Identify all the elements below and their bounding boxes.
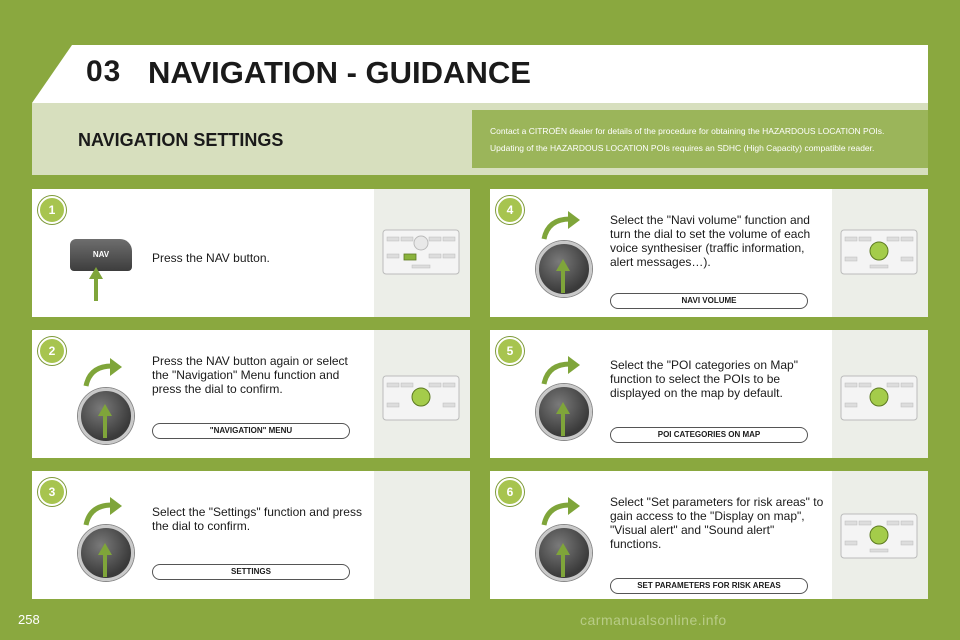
step-panel-2 xyxy=(32,330,470,458)
radio-console-icon xyxy=(382,229,460,275)
menu-label-pill: NAVI VOLUME xyxy=(610,293,808,309)
rotate-arrow-icon xyxy=(82,358,122,388)
step-1-text: Press the NAV button. xyxy=(152,251,270,265)
radio-console-icon xyxy=(382,375,460,421)
rotate-arrow-icon xyxy=(540,356,580,386)
step-6-text: Select "Set parameters for risk areas" to gain access to the "Display on map", "Visual alert" and "Sound alert" functions. xyxy=(610,495,824,551)
step-badge-2: 2 xyxy=(38,337,66,365)
step-panel-1 xyxy=(32,189,470,317)
step-badge-1: 1 xyxy=(38,196,66,224)
menu-label-pill: SETTINGS xyxy=(152,564,350,580)
info-line-2: Updating of the HAZARDOUS LOCATION POIs requires an SDHC (High Capacity) compatible reader. xyxy=(490,143,875,153)
step-panel-5 xyxy=(490,330,928,458)
rotate-arrow-icon xyxy=(540,497,580,527)
press-arrow-icon xyxy=(556,259,570,293)
watermark: carmanualsonline.info xyxy=(580,612,727,628)
step-panel-3 xyxy=(32,471,470,599)
page-number: 258 xyxy=(18,612,40,627)
step-5-text: Select the "POI categories on Map" function to select the POIs to be displayed on the map by default. xyxy=(610,358,798,400)
section-title: NAVIGATION SETTINGS xyxy=(78,130,284,150)
rotate-arrow-icon xyxy=(540,211,580,241)
press-arrow-icon xyxy=(89,267,103,301)
radio-console-icon xyxy=(840,229,918,275)
press-arrow-icon xyxy=(556,543,570,577)
press-arrow-icon xyxy=(98,404,112,438)
step-badge-6: 6 xyxy=(496,478,524,506)
step-4-text: Select the "Navi volume" function and turn the dial to set the volume of each voice synthesiser (traffic information, alert messages…). xyxy=(610,213,811,269)
step-panel-6 xyxy=(490,471,928,599)
step-badge-4: 4 xyxy=(496,196,524,224)
menu-label-pill: SET PARAMETERS FOR RISK AREAS xyxy=(610,578,808,594)
press-arrow-icon xyxy=(98,543,112,577)
nav-button-icon: NAV xyxy=(70,239,132,271)
step-badge-3: 3 xyxy=(38,478,66,506)
chapter-number: 03 xyxy=(86,55,122,88)
rotate-arrow-icon xyxy=(82,497,122,527)
step-badge-5: 5 xyxy=(496,337,524,365)
info-box xyxy=(472,110,928,168)
step-panel-4 xyxy=(490,189,928,317)
press-arrow-icon xyxy=(556,402,570,436)
info-line-1: Contact a CITROËN dealer for details of the procedure for obtaining the HAZARDOUS LOCATION POIs. xyxy=(490,126,885,136)
step-3-text: Select the "Settings" function and press the dial to confirm. xyxy=(152,505,362,533)
radio-console-icon xyxy=(840,513,918,559)
console-area xyxy=(374,471,470,599)
step-2-text: Press the NAV button again or select the "Navigation" Menu function and press the dial to confirm. xyxy=(152,354,348,396)
radio-console-icon xyxy=(840,375,918,421)
menu-label-pill: "NAVIGATION" MENU xyxy=(152,423,350,439)
menu-label-pill: POI CATEGORIES ON MAP xyxy=(610,427,808,443)
chapter-title: NAVIGATION - GUIDANCE xyxy=(148,55,531,90)
